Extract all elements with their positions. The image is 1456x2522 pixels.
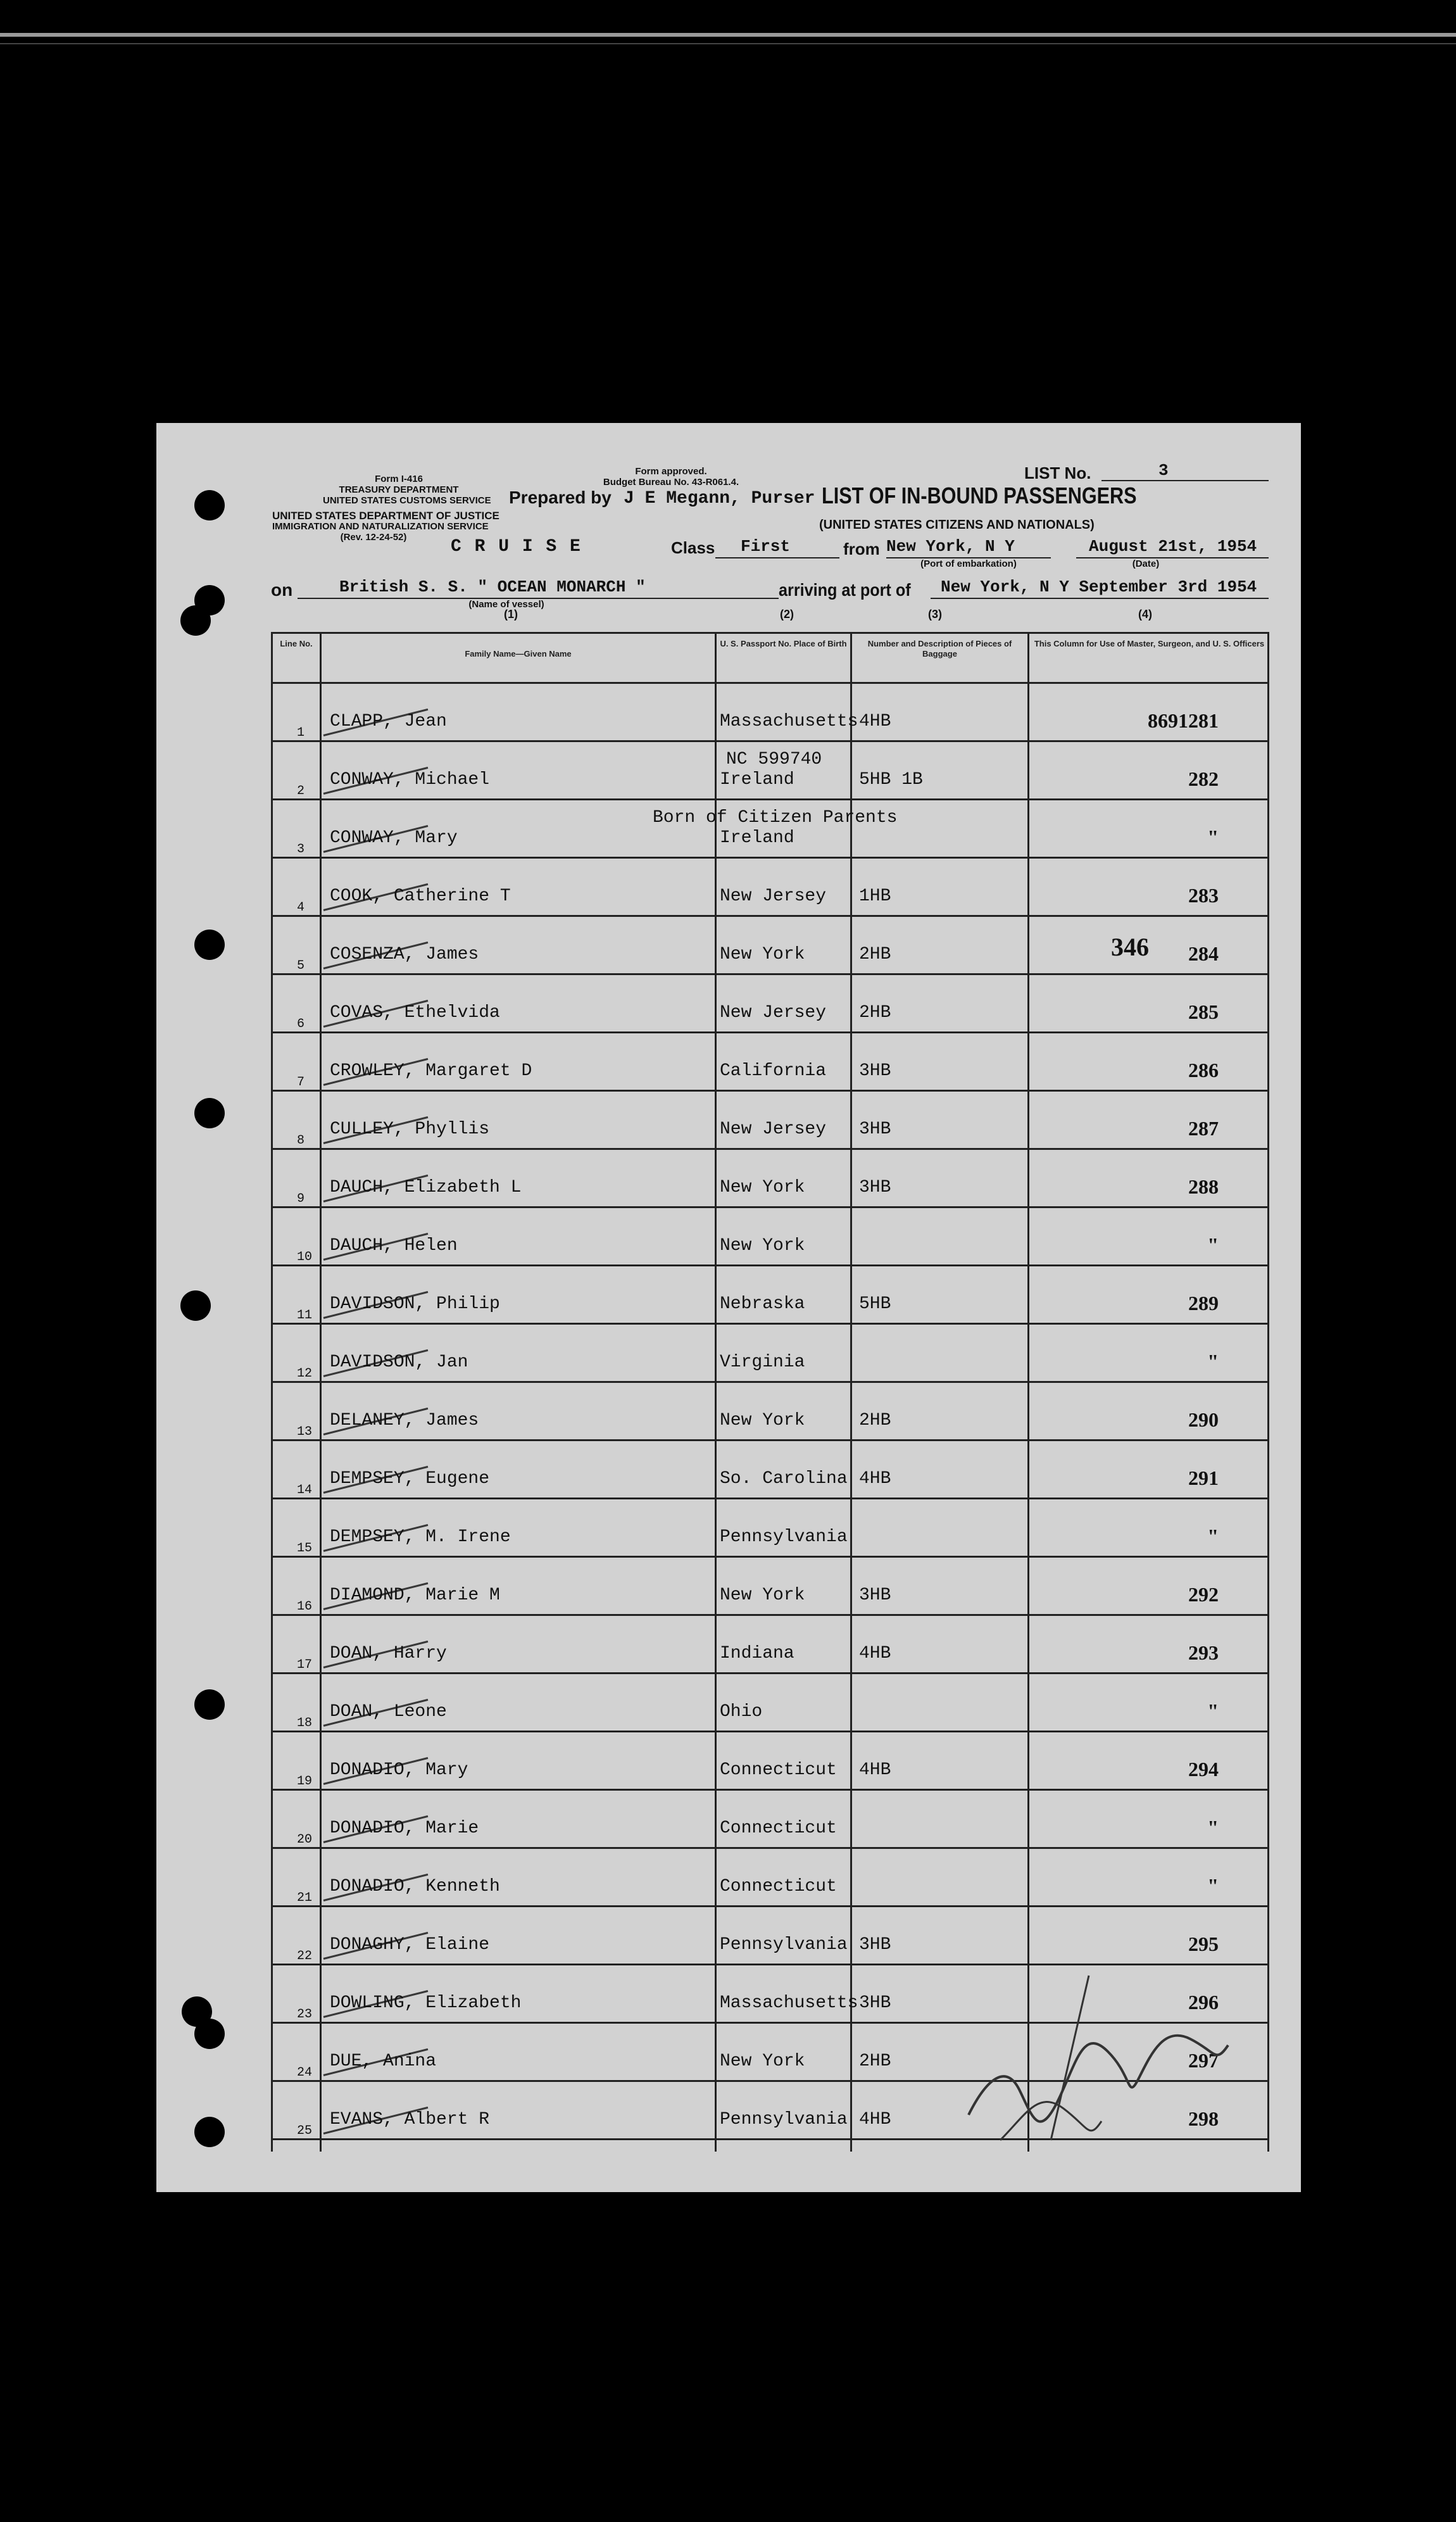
passport-number: NC 599740 bbox=[726, 750, 822, 769]
baggage: 3HB bbox=[859, 1935, 891, 1955]
line-number: 20 bbox=[297, 1832, 313, 1847]
official-number: " bbox=[1207, 1874, 1219, 1897]
table-row bbox=[273, 800, 1269, 859]
place-of-birth: Virginia bbox=[720, 1352, 805, 1372]
budget-bureau: Budget Bureau No. 43-R061.4. bbox=[603, 477, 739, 488]
line-number: 3 bbox=[297, 842, 305, 857]
place-of-birth: New York bbox=[720, 1586, 805, 1605]
passenger-name: DELANEY, James bbox=[330, 1411, 479, 1430]
passenger-name: DEMPSEY, M. Irene bbox=[330, 1527, 511, 1547]
table-row bbox=[273, 1092, 1269, 1150]
punch-hole bbox=[194, 1689, 225, 1720]
punch-hole bbox=[194, 490, 225, 520]
baggage: 2HB bbox=[859, 2052, 891, 2071]
official-number: 291 bbox=[1188, 1466, 1219, 1489]
table-row bbox=[273, 742, 1269, 800]
line-number: 4 bbox=[297, 900, 305, 915]
class-label: Class bbox=[671, 538, 715, 557]
passenger-name: DOAN, Harry bbox=[330, 1644, 447, 1663]
passenger-name: COOK, Catherine T bbox=[330, 886, 511, 906]
passenger-name: CONWAY, Michael bbox=[330, 770, 490, 790]
line-number: 9 bbox=[297, 1192, 305, 1206]
punch-hole bbox=[194, 585, 225, 615]
punch-hole bbox=[180, 1290, 211, 1321]
baggage: 1HB bbox=[859, 886, 891, 906]
official-number: 290 bbox=[1188, 1408, 1219, 1431]
line-number: 6 bbox=[297, 1017, 305, 1031]
table-row bbox=[273, 1499, 1269, 1558]
line-number: 11 bbox=[297, 1308, 313, 1323]
customs-service: UNITED STATES CUSTOMS SERVICE bbox=[323, 495, 491, 506]
place-of-birth: California bbox=[720, 1061, 827, 1081]
table-row bbox=[273, 975, 1269, 1033]
baggage: 4HB bbox=[859, 2110, 891, 2129]
official-number: 283 bbox=[1188, 884, 1219, 907]
date-caption: (Date) bbox=[1132, 558, 1160, 569]
baggage: 3HB bbox=[859, 1993, 891, 2013]
official-number: " bbox=[1207, 1816, 1219, 1839]
table-row bbox=[273, 1383, 1269, 1441]
baggage: 5HB 1B bbox=[859, 770, 923, 790]
table-row bbox=[273, 1732, 1269, 1791]
place-of-birth: New Jersey bbox=[720, 886, 827, 906]
place-of-birth: Connecticut bbox=[720, 1819, 837, 1838]
table-row bbox=[273, 1325, 1269, 1383]
line-number: 21 bbox=[297, 1891, 313, 1905]
table-row bbox=[273, 1791, 1269, 1849]
arriving-label: arriving at port of bbox=[779, 580, 911, 600]
prepared-by-label: Prepared by bbox=[509, 488, 612, 507]
col-num-1: (1) bbox=[504, 608, 518, 621]
line-number: 8 bbox=[297, 1133, 305, 1148]
passenger-name: DONADIO, Kenneth bbox=[330, 1877, 500, 1896]
official-number: " bbox=[1207, 1525, 1219, 1548]
table-row bbox=[273, 1208, 1269, 1266]
place-of-birth: Ireland bbox=[720, 770, 794, 790]
baggage: 4HB bbox=[859, 1644, 891, 1663]
passenger-name: DIAMOND, Marie M bbox=[330, 1586, 500, 1605]
passenger-name: COSENZA, James bbox=[330, 945, 479, 964]
table-row bbox=[273, 917, 1269, 975]
place-of-birth: New York bbox=[720, 945, 805, 964]
place-of-birth: Nebraska bbox=[720, 1294, 805, 1314]
line-number: 23 bbox=[297, 2007, 313, 2022]
official-number: 288 bbox=[1188, 1175, 1219, 1198]
place-of-birth: Pennsylvania bbox=[720, 2110, 848, 2129]
official-number: 294 bbox=[1188, 1758, 1219, 1781]
passenger-name: EVANS, Albert R bbox=[330, 2110, 490, 2129]
official-number: 282 bbox=[1188, 767, 1219, 790]
place-of-birth: Ireland bbox=[720, 828, 794, 848]
departure-date: August 21st, 1954 bbox=[1089, 537, 1257, 556]
passenger-name: CROWLEY, Margaret D bbox=[330, 1061, 532, 1081]
line-number: 13 bbox=[297, 1425, 313, 1439]
baggage: 2HB bbox=[859, 1003, 891, 1023]
revision: (Rev. 12-24-52) bbox=[340, 532, 407, 543]
baggage: 2HB bbox=[859, 1411, 891, 1430]
official-number: 8691281 bbox=[1148, 709, 1219, 732]
line-number: 18 bbox=[297, 1716, 313, 1731]
line-number: 7 bbox=[297, 1075, 305, 1090]
line-number: 16 bbox=[297, 1599, 313, 1614]
table-row bbox=[273, 1441, 1269, 1499]
from-port: New York, N Y bbox=[886, 537, 1015, 556]
passenger-name: CONWAY, Mary bbox=[330, 828, 458, 848]
line-number: 2 bbox=[297, 784, 305, 798]
passenger-name: DUE, Anina bbox=[330, 2052, 437, 2071]
official-number: 287 bbox=[1188, 1117, 1219, 1140]
table-row bbox=[273, 1266, 1269, 1325]
line-number: 1 bbox=[297, 726, 305, 740]
place-of-birth: New York bbox=[720, 1236, 805, 1256]
baggage: 3HB bbox=[859, 1061, 891, 1081]
col-num-2: (2) bbox=[780, 608, 794, 621]
line-number: 14 bbox=[297, 1483, 313, 1497]
baggage: 4HB bbox=[859, 1469, 891, 1489]
baggage: 3HB bbox=[859, 1586, 891, 1605]
col-officials-header: This Column for Use of Master, Surgeon, and U. S. Officers bbox=[1034, 639, 1265, 648]
place-of-birth: Connecticut bbox=[720, 1877, 837, 1896]
passenger-name: DONADIO, Mary bbox=[330, 1760, 468, 1780]
official-number: 286 bbox=[1188, 1059, 1219, 1081]
place-of-birth: Ohio bbox=[720, 1702, 763, 1722]
table-row bbox=[273, 1033, 1269, 1092]
official-number: " bbox=[1207, 1233, 1219, 1256]
baggage: 4HB bbox=[859, 712, 891, 731]
on-label: on bbox=[271, 580, 293, 600]
vessel-name: British S. S. " OCEAN MONARCH " bbox=[339, 577, 646, 596]
official-number: 296 bbox=[1188, 1991, 1219, 2014]
arrival-port-date: New York, N Y September 3rd 1954 bbox=[941, 577, 1257, 596]
official-number: 292 bbox=[1188, 1583, 1219, 1606]
passenger-name: CULLEY, Phyllis bbox=[330, 1119, 490, 1139]
passenger-table bbox=[271, 632, 1269, 2152]
line-number: 25 bbox=[297, 2124, 313, 2138]
baggage: 5HB bbox=[859, 1294, 891, 1314]
place-of-birth: Massachusetts bbox=[720, 712, 858, 731]
place-of-birth: Connecticut bbox=[720, 1760, 837, 1780]
official-number: 298 bbox=[1188, 2107, 1219, 2130]
table-row bbox=[273, 1558, 1269, 1616]
treasury-dept: TREASURY DEPARTMENT bbox=[339, 484, 459, 495]
punch-hole bbox=[194, 2019, 225, 2049]
place-of-birth: New Jersey bbox=[720, 1003, 827, 1023]
col-baggage-header: Number and Description of Pieces of Baggage bbox=[867, 639, 1012, 659]
line-number: 17 bbox=[297, 1658, 313, 1672]
col-line-header: Line No. bbox=[280, 639, 313, 648]
embark-caption: (Port of embarkation) bbox=[920, 558, 1017, 569]
vessel-caption: (Name of vessel) bbox=[468, 599, 544, 610]
line-number: 12 bbox=[297, 1366, 313, 1381]
baggage: 4HB bbox=[859, 1760, 891, 1780]
line-number: 10 bbox=[297, 1250, 313, 1264]
passenger-name: DOWLING, Elizabeth bbox=[330, 1993, 522, 2013]
justice-dept: UNITED STATES DEPARTMENT OF JUSTICE bbox=[272, 510, 499, 522]
place-of-birth: New York bbox=[720, 1178, 805, 1197]
passenger-name: DAVIDSON, Jan bbox=[330, 1352, 468, 1372]
passenger-name: DOAN, Leone bbox=[330, 1702, 447, 1722]
official-number: " bbox=[1207, 1699, 1219, 1722]
line-number: 19 bbox=[297, 1774, 313, 1789]
official-number: 284 bbox=[1188, 942, 1219, 965]
list-subtitle: (UNITED STATES CITIZENS AND NATIONALS) bbox=[819, 518, 1095, 532]
col-name-header: Family Name—Given Name bbox=[465, 649, 572, 659]
place-of-birth: So. Carolina bbox=[720, 1469, 848, 1489]
col-num-4: (4) bbox=[1138, 608, 1152, 621]
baggage: 3HB bbox=[859, 1119, 891, 1139]
passenger-name: DAUCH, Helen bbox=[330, 1236, 458, 1256]
punch-hole bbox=[194, 2117, 225, 2147]
official-number: 295 bbox=[1188, 1932, 1219, 1955]
film-edge-line bbox=[0, 33, 1456, 37]
stamp-number: 346 bbox=[1111, 933, 1149, 961]
passenger-name: DONADIO, Marie bbox=[330, 1819, 479, 1838]
form-number: Form I-416 bbox=[375, 474, 423, 484]
place-of-birth: Massachusetts bbox=[720, 1993, 858, 2013]
place-of-birth: New York bbox=[720, 2052, 805, 2071]
official-number: " bbox=[1207, 1350, 1219, 1373]
place-of-birth: Pennsylvania bbox=[720, 1527, 848, 1547]
citizenship-note: Born of Citizen Parents bbox=[653, 808, 898, 828]
list-no: 3 bbox=[1158, 461, 1169, 480]
cruise-label: C R U I S E bbox=[451, 537, 582, 557]
table-row bbox=[273, 684, 1269, 742]
baggage: 3HB bbox=[859, 1178, 891, 1197]
official-number: 289 bbox=[1188, 1292, 1219, 1315]
form-approved: Form approved. bbox=[635, 466, 707, 477]
place-of-birth: Indiana bbox=[720, 1644, 794, 1663]
table-row bbox=[273, 1674, 1269, 1732]
table-row bbox=[273, 1849, 1269, 1907]
line-number: 22 bbox=[297, 1949, 313, 1964]
passenger-name: DAUCH, Elizabeth L bbox=[330, 1178, 522, 1197]
table-row bbox=[273, 1616, 1269, 1674]
punch-hole bbox=[194, 930, 225, 960]
place-of-birth: New York bbox=[720, 1411, 805, 1430]
list-title: LIST OF IN-BOUND PASSENGERS bbox=[822, 482, 1137, 508]
class-value: First bbox=[741, 537, 791, 556]
official-number: " bbox=[1207, 826, 1219, 848]
film-edge-line bbox=[0, 43, 1456, 44]
passenger-name: DAVIDSON, Philip bbox=[330, 1294, 500, 1314]
col-passport-header: U. S. Passport No. Place of Birth bbox=[720, 639, 847, 648]
table-row bbox=[273, 859, 1269, 917]
line-number: 5 bbox=[297, 959, 305, 973]
ins-service: IMMIGRATION AND NATURALIZATION SERVICE bbox=[272, 521, 489, 532]
official-number: 293 bbox=[1188, 1641, 1219, 1664]
prepared-by: J E Megann, Purser bbox=[624, 489, 815, 508]
line-number: 24 bbox=[297, 2065, 313, 2080]
list-no-label: LIST No. bbox=[1024, 463, 1091, 482]
passenger-name: DEMPSEY, Eugene bbox=[330, 1469, 490, 1489]
punch-hole bbox=[194, 1098, 225, 1128]
passenger-name: COVAS, Ethelvida bbox=[330, 1003, 500, 1023]
handwritten-signature bbox=[962, 1950, 1241, 2153]
baggage: 2HB bbox=[859, 945, 891, 964]
table-row bbox=[273, 1150, 1269, 1208]
official-number: 297 bbox=[1188, 2049, 1219, 2072]
passenger-name: CLAPP, Jean bbox=[330, 712, 447, 731]
place-of-birth: New Jersey bbox=[720, 1119, 827, 1139]
place-of-birth: Pennsylvania bbox=[720, 1935, 848, 1955]
passenger-name: DONAGHY, Elaine bbox=[330, 1935, 490, 1955]
line-number: 15 bbox=[297, 1541, 313, 1556]
official-number: 285 bbox=[1188, 1000, 1219, 1023]
from-label: from bbox=[843, 539, 880, 558]
col-num-3: (3) bbox=[928, 608, 942, 621]
